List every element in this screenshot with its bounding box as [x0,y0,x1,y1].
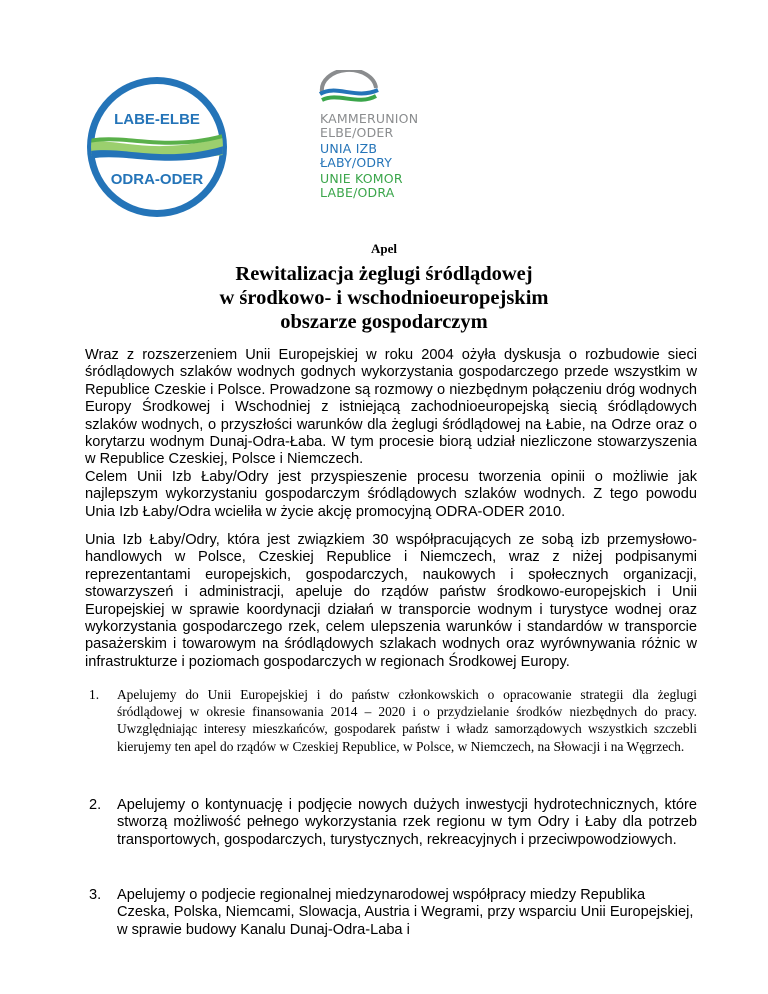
kammerunion-line-4: ŁABY/ODRY [320,155,393,170]
list-number: 2. [89,797,102,813]
logo-top-text: LABE-ELBE [114,111,200,128]
paragraph-1: Wraz z rozszerzeniem Unii Europejskiej w roku 2004 ożyła dyskusja o rozbudowie sieci śródlądowych szlaków wodnych godnych wykorzystania gospodarczego przede wszystkim w Republice Czeskie i Polsce. Prowadzone są rozmowy o niezbędnym połączeniu dróg wodnych Europy Środkowej i Wschodniej z istniejącą zachodnioeuropejską siecią śródlądowych szlaków wodnych, o przyszłości warunków dla żeglugi śródlądowej na Łabie, na Odrze oraz o korytarzu wodnym Dunaj-Odra-Łaba. W tym procesie biorą udział niezliczone stowarzyszenia w Republice Czeskiej, Polsce i Niemczech. [85,347,697,468]
list-number: 1. [89,687,100,702]
labe-odra-logo [84,74,230,220]
kammerunion-mark-icon [316,70,382,112]
list-text: Apelujemy do Unii Europejskiej i do państw członkowskich o opracowanie strategii dla żeglugi śródlądowej w okresie finansowania 2014 – 2020 i o przydzielanie środków niezbędnych do pracy. Uwzględniając interesy mieszkańców, gospodarek państw i władz samorządowych wszystkich szczebli kierujemy ten apel do rządów w Czeskiej Republice, w Polsce, w Niemczech, na Słowacji i na Węgrzech. [117,687,697,754]
list-item-1 [89,686,697,755]
list-text: Apelujemy o kontynuację i podjęcie nowych dużych inwestycji hydrotechnicznych, które stworzą możliwość pełnego wykorzystania rzek regionu w tym Odry i Łaby dla potrzeb transportowych, gospodarczych, turystycznych, rekreacyjnych i przeciwpowodziowych. [117,797,697,848]
document-title [0,262,768,334]
paragraph-2: Celem Unii Izb Łaby/Odry jest przyspieszenie procesu tworzenia opinii o możliwie jak najlepszym wykorzystaniu gospodarczym śródlądowych szlaków wodnych. Z tego powodu Unia Izb Łaby/Odra wcieliła w życie akcję promocyjną ODRA-ODER 2010. [85,468,697,520]
list-item-3 [89,887,697,939]
kammerunion-line-3: UNIA IZB [320,141,378,156]
kammerunion-line-5: UNIE KOMOR [320,171,403,186]
title-line-2: w środkowo- i wschodnioeuropejskim [219,287,549,309]
kammerunion-line-1: KAMMERUNION [320,111,419,126]
list-item-2 [89,797,697,849]
logo-bottom-text: ODRA-ODER [110,171,204,188]
paragraph-3: Unia Izb Łaby/Odry, która jest związkiem 30 współpracujących ze sobą izb przemysłowo-handlowych w Polsce, Czeskiej Republice i Niemczech, wraz z niżej podpisanymi reprezentantami europejskich, gospodarczych, naukowych i społecznych organizacji, stowarzyszeń i administracji, apeluje do rządów państw środkowo-europejskich i Unii Europejskiej w sprawie koordynacji działań w transporcie wodnym i turystyce wodnej oraz wykorzystania gospodarczego rzek, celem ulepszenia warunków i standardów w transporcie pasażerskim i towarowym na śródlądowych szlakach wodnych oraz wyrównywania różnic w infrastrukturze i poziomach gospodarczych w regionach Środkowej Europy. [85,532,697,670]
kammerunion-line-2: ELBE/ODER [320,125,394,140]
title-line-1: Rewitalizacja żeglugi śródlądowej [235,263,533,285]
title-line-3: obszarze gospodarczym [280,311,488,333]
list-number: 3. [89,887,102,903]
list-text: Apelujemy o podjecie regionalnej miedzynarodowej współpracy miedzy Republika Czeska, Polska, Niemcami, Slowacja, Austria i Wegrami, przy wsparciu Unii Europejskiej, w sprawie budowy Kanalu Dunaj-Odra-Laba i [117,887,694,938]
document-label: Apel [371,241,397,256]
kammerunion-line-6: LABE/ODRA [320,185,395,200]
intro-paragraph [85,347,697,521]
kammerunion-logo [312,70,442,210]
